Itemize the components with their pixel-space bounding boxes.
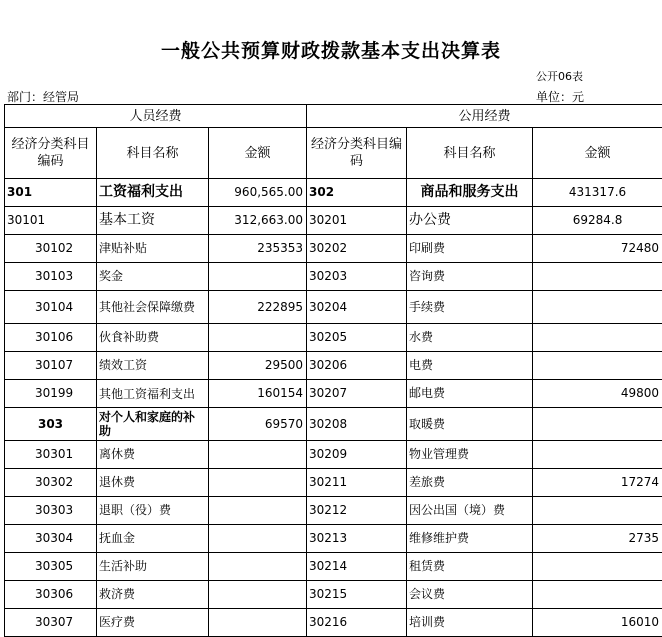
table-row bbox=[5, 497, 662, 525]
right-amount bbox=[533, 352, 662, 380]
right-name: 邮电费 bbox=[407, 380, 533, 408]
right-amount bbox=[533, 408, 662, 441]
left-code: 30303 bbox=[5, 497, 97, 525]
left-code: 30104 bbox=[5, 291, 97, 324]
right-amount: 72480 bbox=[533, 235, 662, 263]
table-row bbox=[5, 553, 662, 581]
left-name: 生活补助 bbox=[97, 553, 209, 581]
right-amount: 2735 bbox=[533, 525, 662, 553]
left-name: 奖金 bbox=[97, 263, 209, 291]
right-amount: 69284.8 bbox=[533, 207, 662, 235]
left-amount: 960,565.00 bbox=[209, 179, 307, 207]
left-name: 救济费 bbox=[97, 581, 209, 609]
left-code: 30302 bbox=[5, 469, 97, 497]
left-code: 30305 bbox=[5, 553, 97, 581]
right-code: 30208 bbox=[307, 408, 407, 441]
right-code: 30209 bbox=[307, 441, 407, 469]
table-row bbox=[5, 380, 662, 408]
table-row bbox=[5, 469, 662, 497]
right-amount bbox=[533, 324, 662, 352]
department-label: 部门：经管局 bbox=[7, 88, 79, 105]
left-amount bbox=[209, 324, 307, 352]
right-name: 电费 bbox=[407, 352, 533, 380]
left-name: 对个人和家庭的补助 bbox=[97, 408, 209, 441]
right-code: 30213 bbox=[307, 525, 407, 553]
expenditure-table bbox=[4, 104, 662, 637]
left-code: 30307 bbox=[5, 609, 97, 637]
left-amount bbox=[209, 263, 307, 291]
table-row bbox=[5, 408, 662, 441]
right-name: 手续费 bbox=[407, 291, 533, 324]
left-code: 30199 bbox=[5, 380, 97, 408]
unit-label: 单位：元 bbox=[536, 88, 584, 105]
left-code: 303 bbox=[5, 408, 97, 441]
right-code: 30207 bbox=[307, 380, 407, 408]
section-header-row bbox=[5, 105, 662, 128]
right-code: 30204 bbox=[307, 291, 407, 324]
left-name: 退休费 bbox=[97, 469, 209, 497]
table-row bbox=[5, 609, 662, 637]
left-amount bbox=[209, 497, 307, 525]
right-name: 物业管理费 bbox=[407, 441, 533, 469]
left-name: 基本工资 bbox=[97, 207, 209, 235]
right-name: 培训费 bbox=[407, 609, 533, 637]
left-name: 医疗费 bbox=[97, 609, 209, 637]
column-header-row bbox=[5, 128, 662, 179]
right-amount bbox=[533, 263, 662, 291]
left-amount bbox=[209, 553, 307, 581]
left-amount: 312,663.00 bbox=[209, 207, 307, 235]
left-amount: 235353 bbox=[209, 235, 307, 263]
header-name-left: 科目名称 bbox=[97, 128, 209, 179]
table-row bbox=[5, 263, 662, 291]
right-code: 30215 bbox=[307, 581, 407, 609]
header-amount-right: 金额 bbox=[533, 128, 662, 179]
left-name: 其他社会保障缴费 bbox=[97, 291, 209, 324]
right-name: 取暖费 bbox=[407, 408, 533, 441]
left-name: 工资福利支出 bbox=[97, 179, 209, 207]
right-name: 咨询费 bbox=[407, 263, 533, 291]
header-code-left: 经济分类科目编码 bbox=[5, 128, 97, 179]
left-code: 30107 bbox=[5, 352, 97, 380]
header-code-right: 经济分类科目编码 bbox=[307, 128, 407, 179]
right-amount bbox=[533, 497, 662, 525]
right-amount: 49800 bbox=[533, 380, 662, 408]
right-name: 因公出国（境）费 bbox=[407, 497, 533, 525]
right-name: 印刷费 bbox=[407, 235, 533, 263]
left-code: 30306 bbox=[5, 581, 97, 609]
page-title: 一般公共预算财政拨款基本支出决算表 bbox=[0, 36, 662, 63]
right-code: 30205 bbox=[307, 324, 407, 352]
left-name: 抚血金 bbox=[97, 525, 209, 553]
table-row bbox=[5, 441, 662, 469]
right-code: 30216 bbox=[307, 609, 407, 637]
right-code: 302 bbox=[307, 179, 407, 207]
left-name: 津贴补贴 bbox=[97, 235, 209, 263]
right-amount bbox=[533, 441, 662, 469]
left-name: 其他工资福利支出 bbox=[97, 380, 209, 408]
left-code: 30102 bbox=[5, 235, 97, 263]
header-amount-left: 金额 bbox=[209, 128, 307, 179]
right-code: 30211 bbox=[307, 469, 407, 497]
table-row bbox=[5, 207, 662, 235]
left-amount bbox=[209, 581, 307, 609]
left-code: 30106 bbox=[5, 324, 97, 352]
right-amount: 431317.6 bbox=[533, 179, 662, 207]
left-amount bbox=[209, 441, 307, 469]
right-name: 租赁费 bbox=[407, 553, 533, 581]
table-row bbox=[5, 525, 662, 553]
right-code: 30214 bbox=[307, 553, 407, 581]
left-code: 30304 bbox=[5, 525, 97, 553]
right-name: 维修维护费 bbox=[407, 525, 533, 553]
left-amount bbox=[209, 609, 307, 637]
right-code: 30206 bbox=[307, 352, 407, 380]
right-name: 商品和服务支出 bbox=[407, 179, 533, 207]
table-row bbox=[5, 235, 662, 263]
right-amount: 16010 bbox=[533, 609, 662, 637]
left-amount: 160154 bbox=[209, 380, 307, 408]
left-name: 离休费 bbox=[97, 441, 209, 469]
section-public: 公用经费 bbox=[307, 105, 662, 128]
left-name: 退职（役）费 bbox=[97, 497, 209, 525]
left-code: 301 bbox=[5, 179, 97, 207]
right-code: 30212 bbox=[307, 497, 407, 525]
right-code: 30203 bbox=[307, 263, 407, 291]
table-row bbox=[5, 581, 662, 609]
section-personnel: 人员经费 bbox=[5, 105, 307, 128]
left-amount: 69570 bbox=[209, 408, 307, 441]
left-code: 30101 bbox=[5, 207, 97, 235]
table-row bbox=[5, 179, 662, 207]
left-code: 30103 bbox=[5, 263, 97, 291]
left-amount: 222895 bbox=[209, 291, 307, 324]
header-name-right: 科目名称 bbox=[407, 128, 533, 179]
right-name: 差旅费 bbox=[407, 469, 533, 497]
left-amount bbox=[209, 469, 307, 497]
left-name: 伙食补助费 bbox=[97, 324, 209, 352]
left-code: 30301 bbox=[5, 441, 97, 469]
left-amount: 29500 bbox=[209, 352, 307, 380]
right-amount: 17274 bbox=[533, 469, 662, 497]
right-code: 30202 bbox=[307, 235, 407, 263]
right-code: 30201 bbox=[307, 207, 407, 235]
right-amount bbox=[533, 291, 662, 324]
table-row bbox=[5, 352, 662, 380]
left-name: 绩效工资 bbox=[97, 352, 209, 380]
form-number: 公开06表 bbox=[536, 68, 583, 84]
left-amount bbox=[209, 525, 307, 553]
right-amount bbox=[533, 581, 662, 609]
right-amount bbox=[533, 553, 662, 581]
right-name: 水费 bbox=[407, 324, 533, 352]
table-row bbox=[5, 291, 662, 324]
right-name: 会议费 bbox=[407, 581, 533, 609]
table-row bbox=[5, 324, 662, 352]
right-name: 办公费 bbox=[407, 207, 533, 235]
